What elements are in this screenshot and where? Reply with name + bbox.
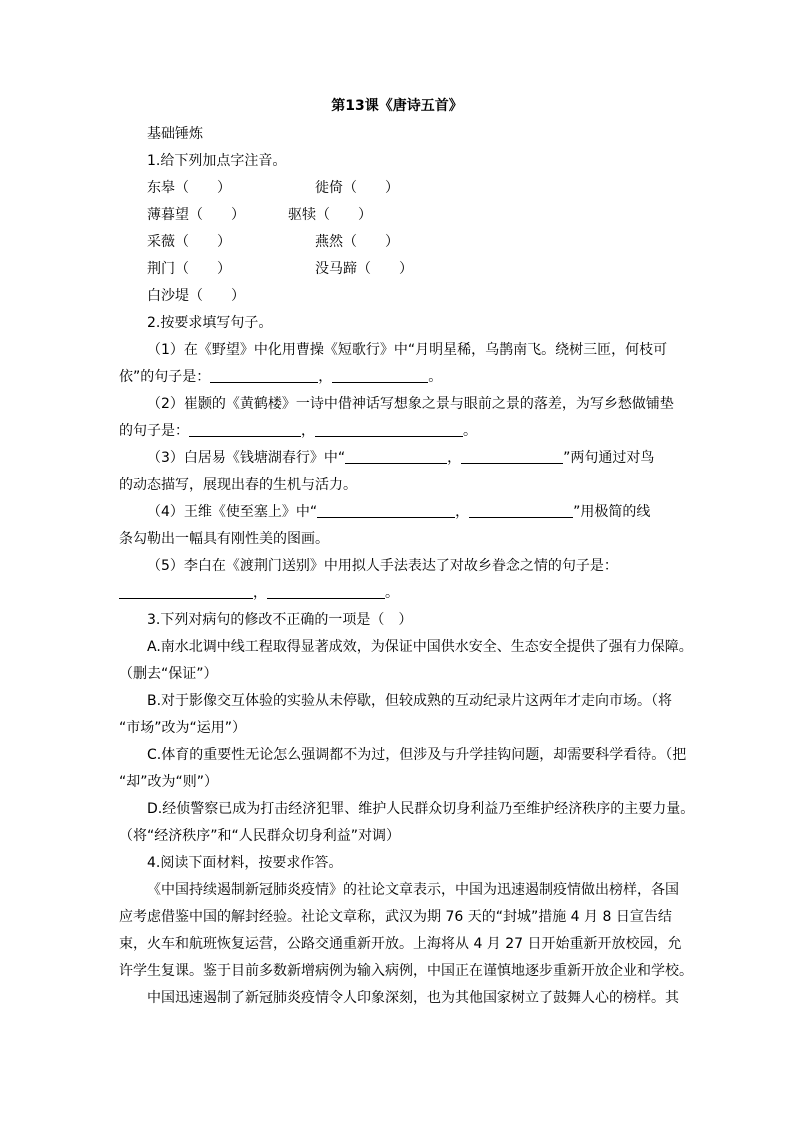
section-heading: 基础锤炼 — [147, 126, 203, 142]
q2-s4-line2: 条勾勒出一幅具有刚性美的图画。 — [119, 531, 329, 547]
q3-option-a: A.南水北调中线工程取得显著成效，为保证中国供水安全、生态安全提供了强有力保障。 — [147, 639, 693, 655]
q3-option-d-note: （将“经济秩序”和“人民群众切身利益”对调） — [119, 828, 401, 844]
q2-s1-line1: （1）在《野望》中化用曹操《短歌行》中“月明星稀，乌鹊南飞。绕树三匝，何枝可 — [147, 342, 668, 358]
q2-s4-line1 — [147, 503, 650, 521]
answer-blank[interactable] — [345, 449, 447, 464]
q2-s2-line1: （2）崔颢的《黄鹤楼》一诗中借神话写想象之景与眼前之景的落差，为写乡愁做铺垫 — [147, 396, 674, 412]
end-mark: 。 — [463, 423, 477, 439]
q2-s5-line1: （5）李白在《渡荆门送别》中用拟人手法表达了对故乡眷念之情的句子是： — [147, 558, 618, 574]
separator: ， — [253, 585, 267, 601]
page-title: 第13课《唐诗五首》 — [331, 98, 463, 114]
q2-s4-lead: （4）王维《使至塞上》中“ — [147, 504, 318, 520]
q2-s3-lead: （3）白居易《钱塘湖春行》中“ — [147, 450, 346, 466]
q2-s2-line2 — [119, 422, 477, 440]
separator: ， — [455, 504, 470, 520]
q3-prompt: 3.下列对病句的修改不正确的一项是（ ） — [147, 612, 413, 628]
end-mark: 。 — [385, 585, 399, 601]
q4-para2-line1: 中国迅速遏制了新冠肺炎疫情令人印象深刻，也为其他国家树立了鼓舞人心的榜样。其 — [147, 990, 679, 1006]
q3-option-b: B.对于影像交互体验的实验从未停歇，但较成熟的互动纪录片这两年才走向市场。（将 — [147, 693, 673, 709]
q2-prompt: 2.按要求填写句子。 — [147, 315, 273, 331]
answer-blank[interactable] — [189, 422, 301, 437]
q2-s4-tail: ”用极简的线 — [573, 504, 651, 520]
answer-blank[interactable] — [210, 368, 318, 383]
answer-blank[interactable] — [267, 584, 385, 599]
separator: ， — [318, 369, 333, 385]
q2-s1-lead: 依”的句子是： — [119, 369, 211, 385]
separator: ， — [301, 423, 315, 439]
q1-item: 燕然（ ） — [315, 234, 399, 250]
q2-s5-line2 — [119, 584, 399, 602]
q1-item: 没马蹄（ ） — [315, 261, 413, 277]
q1-item: 白沙堤（ ） — [147, 288, 245, 304]
q4-para1-line2: 应考虑借鉴中国的解封经验。社论文章称，武汉为期 76 天的“封城”措施 4 月 8 日宣告结 — [119, 909, 672, 925]
answer-blank[interactable] — [317, 503, 455, 518]
q1-item: 荆门（ ） — [147, 261, 231, 277]
q4-para1-line3: 束，火车和航班恢复运营，公路交通重新开放。上海将从 4 月 27 日开始重新开放校园，允 — [119, 936, 682, 952]
answer-blank[interactable] — [461, 449, 563, 464]
q1-prompt: 1.给下列加点字注音。 — [147, 153, 287, 169]
answer-blank[interactable] — [469, 503, 573, 518]
q1-item: 驱犊（ ） — [288, 207, 372, 223]
q1-item: 薄暮望（ ） — [147, 207, 245, 223]
q2-s3-line2: 的动态描写，展现出春的生机与活力。 — [119, 477, 357, 493]
q3-option-c: C.体育的重要性无论怎么强调都不为过，但涉及与升学挂钩问题，却需要科学看待。（把 — [147, 747, 687, 763]
q2-s1-line2 — [119, 368, 442, 386]
q4-para1-line4: 许学生复课。鉴于目前多数新增病例为输入病例，中国正在谨慎地逐步重新开放企业和学校。 — [119, 963, 693, 979]
q2-s2-lead: 的句子是： — [119, 423, 189, 439]
q4-prompt: 4.阅读下面材料，按要求作答。 — [147, 855, 343, 871]
q3-option-c-note: “却”改为“则”） — [119, 774, 219, 790]
q3-option-d: D.经侦警察已成为打击经济犯罪、维护人民群众切身利益乃至维护经济秩序的主要力量。 — [147, 801, 695, 817]
end-mark: 。 — [428, 369, 443, 385]
q1-item: 徙倚（ ） — [315, 180, 399, 196]
answer-blank[interactable] — [119, 584, 253, 599]
q2-s3-line1 — [147, 449, 654, 467]
answer-blank[interactable] — [332, 368, 428, 383]
q1-item: 东皋（ ） — [147, 180, 231, 196]
q3-option-b-note: “市场”改为“运用”） — [119, 720, 247, 736]
q1-item: 采薇（ ） — [147, 234, 231, 250]
q2-s3-tail: ”两句通过对鸟 — [563, 450, 655, 466]
answer-blank[interactable] — [315, 422, 463, 437]
separator: ， — [447, 450, 462, 466]
q4-para1-line1: 《中国持续遏制新冠肺炎疫情》的社论文章表示，中国为迅速遏制疫情做出榜样，各国 — [147, 882, 679, 898]
q3-option-a-note: （删去“保证”） — [119, 666, 218, 682]
